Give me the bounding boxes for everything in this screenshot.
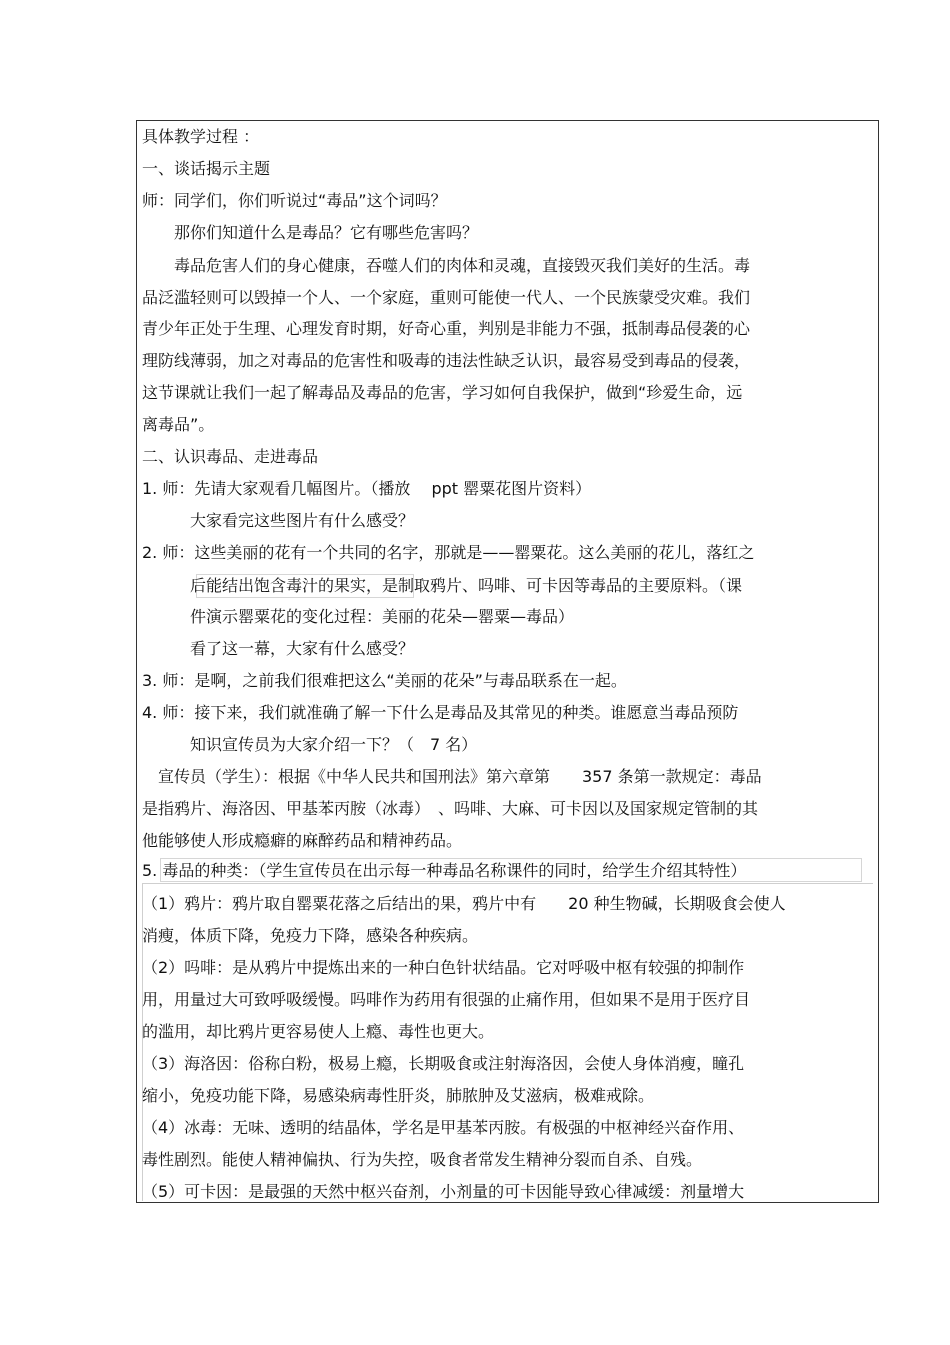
list-item: （1）鸦片：鸦片取自罂粟花落之后结出的果，鸦片中有 20 种生物碱，长期吸食会使人: [142, 894, 786, 913]
section-heading: 二、认识毒品、走进毒品: [142, 447, 319, 466]
text-line: 师：同学们，你们听说过“毒品”这个词吗？: [142, 191, 447, 210]
text-line: 毒品危害人们的身心健康，吞噬人们的肉体和灵魂，直接毁灭我们美好的生活。毒: [142, 256, 751, 275]
text-line: 件演示罂粟花的变化过程：美丽的花朵—罂粟—毒品）: [142, 607, 575, 626]
text-line: 品泛滥轻则可以毁掉一个人、一个家庭，重则可能使一代人、一个民族蒙受灾难。我们: [142, 288, 751, 307]
text-line: 知识宣传员为大家介绍一下？（ 7 名）: [142, 735, 478, 754]
text-line: 那你们知道什么是毒品？它有哪些危害吗？: [142, 223, 479, 242]
text-line: 5. 毒品的种类：（学生宣传员在出示每一种毒品名称课件的同时，给学生介绍其特性）: [142, 861, 747, 880]
list-item: 消瘦，体质下降，免疫力下降，感染各种疾病。: [142, 926, 479, 945]
inner-border: [142, 883, 873, 884]
list-item: 用，用量过大可致呼吸缓慢。吗啡作为药用有很强的止痛作用，但如果不是用于医疗目: [142, 990, 751, 1009]
list-item: 缩小，免疫功能下降，易感染病毒性肝炎，肺脓肿及艾滋病，极难戒除。: [142, 1086, 655, 1105]
text-line: 是指鸦片、海洛因、甲基苯丙胺（冰毒） 、吗啡、大麻、可卡因以及国家规定管制的其: [142, 799, 759, 818]
text-line: 4. 师：接下来，我们就准确了解一下什么是毒品及其常见的种类。谁愿意当毒品预防: [142, 703, 739, 722]
text-line: 青少年正处于生理、心理发育时期，好奇心重，判别是非能力不强，抵制毒品侵袭的心: [142, 319, 751, 338]
text-line: 后能结出饱含毒汁的果实，是制取鸦片、吗啡、可卡因等毒品的主要原料。（课: [142, 576, 743, 595]
text-line: 理防线薄弱，加之对毒品的危害性和吸毒的违法性缺乏认识，最容易受到毒品的侵袭，: [142, 351, 751, 370]
list-item: （2）吗啡：是从鸦片中提炼出来的一种白色针状结晶。它对呼吸中枢有较强的抑制作: [142, 958, 745, 977]
text-line: 看了这一幕，大家有什么感受？: [142, 639, 415, 658]
list-item: 毒性剧烈。能使人精神偏执、行为失控，吸食者常发生精神分裂而自杀、自残。: [142, 1150, 703, 1169]
list-item: （3）海洛因：俗称白粉，极易上瘾，长期吸食或注射海洛因，会使人身体消瘦，瞳孔: [142, 1054, 745, 1073]
text-line: 他能够使人形成瘾癖的麻醉药品和精神药品。: [142, 831, 463, 850]
text-line: 大家看完这些图片有什么感受？: [142, 511, 415, 530]
text-line: 1. 师：先请大家观看几幅图片。（播放 ppt 罂粟花图片资料）: [142, 479, 592, 498]
text-line: 这节课就让我们一起了解毒品及毒品的危害，学习如何自我保护，做到“珍爱生命，远: [142, 383, 743, 402]
text-line: 宣传员（学生）：根据《中华人民共和国刑法》第六章第 357 条第一款规定：毒品: [142, 767, 762, 786]
list-item: （5）可卡因：是最强的天然中枢兴奋剂，小剂量的可卡因能导致心律减缓：剂量增大: [142, 1182, 745, 1201]
list-item: （4）冰毒：无味、透明的结晶体，学名是甲基苯丙胺。有极强的中枢神经兴奋作用、: [142, 1118, 745, 1137]
section-heading: 一、谈话揭示主题: [142, 159, 271, 178]
section-heading: 具体教学过程 ：: [142, 127, 260, 146]
list-item: 的滥用，却比鸦片更容易使人上瘾、毒性也更大。: [142, 1022, 495, 1041]
text-line: 3. 师：是啊，之前我们很难把这么“美丽的花朵”与毒品联系在一起。: [142, 671, 627, 690]
text-line: 2. 师：这些美丽的花有一个共同的名字，那就是——罂粟花。这么美丽的花儿，落红之: [142, 543, 755, 562]
text-line: 离毒品”。: [142, 415, 215, 434]
